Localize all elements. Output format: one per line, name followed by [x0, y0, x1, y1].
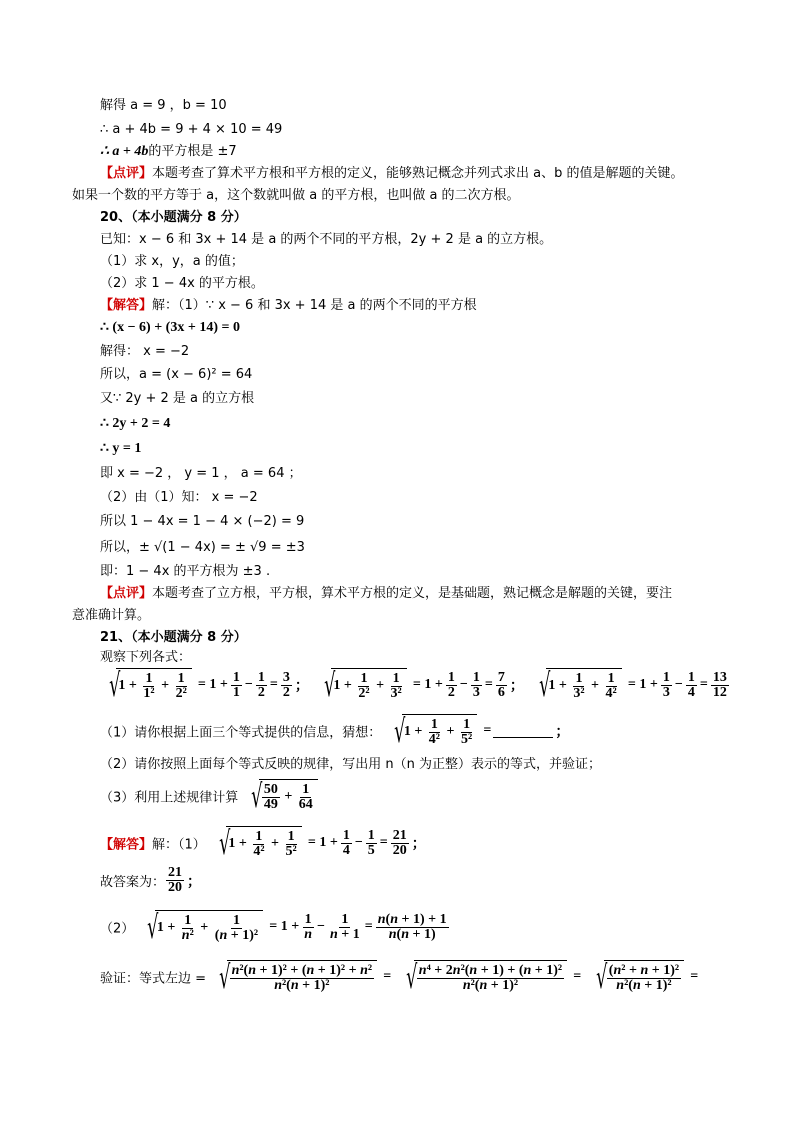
solve-line: 解得 a = 9 ，b = 10 — [100, 98, 227, 113]
q21-part3: （3）利用上述规律计算 √ $\frac{50}{49}$ + $\frac{1}{64}$ — [100, 779, 318, 813]
root-line — [100, 143, 237, 161]
question-21-heading: 21、（本小题满分 8 分） — [100, 630, 247, 645]
comment-tag: 【点评】 — [100, 166, 153, 181]
observed-equations: √ 1 + $\frac{1}{\text{1²}}$ + $\frac{1}{\text{2²}}$ = 1 + $\frac{1}{1}$ − $\frac{1}{2}$ = $\frac{3}{2}$ ； √ 1 + $\frac{1}{\text{2²}}$ + $\frac{1}{\text{3²}}$ = 1 + $\frac{1}{2}$ − $\frac{1}{3}$ = $\frac{7}{6}$ ； √ 1 + $\frac{1}{\text{3²}}$ + $\frac{1}{\text{4²}}$ = 1 + $\frac{1}{3}$ − $\frac{1}{4}$ = $\frac{13}{12}$ — [109, 666, 727, 704]
text: （1）请你根据上面三个等式提供的信息，猜想： — [100, 725, 382, 741]
expr: ∴ a + 4b — [100, 144, 149, 159]
comment-tag: 【点评】 — [100, 586, 153, 601]
question-20-heading: 20、（本小题满分 8 分） — [100, 210, 247, 225]
step: 即：1 − 4x 的平方根为 ±3 . — [100, 564, 271, 579]
sum-line: ∴ a + 4b = 9 + 4 × 10 = 49 — [100, 122, 283, 137]
answer-20 — [100, 297, 477, 315]
answer-21-part2: （2） √ 1 + $\frac{1}{\text{n²}}$ + $\frac{1}{\text{(n + 1)²}}$ = 1 + $\frac{1}{n}$ − $\frac{1}{n + 1}$ = $\frac{n(n + 1) + 1}{n(n + 1)}$ — [100, 908, 447, 946]
step: （2）由（1）知： x = −2 — [100, 490, 258, 505]
verification: 验证：等式左边 = √ $\frac{\text{n²(n + 1)² + (n + 1)² + n²}}{\text{n²(n + 1)²}}$ = √ $\frac{\text{n⁴ + 2n²(n + 1) + (n + 1)²}}{\text{n²(n + 1)²}}$ = √ $\frac{\text{(n² + n + 1)²}}{\text{n²(n + 1)²}}$ = — [100, 958, 699, 996]
comment-text: 本题考查了立方根，平方根，算术平方根的定义，是基础题，熟记概念是解题的关键，要注 — [152, 586, 673, 601]
q21-observe: 观察下列各式： — [100, 650, 192, 665]
comment-1 — [100, 165, 684, 183]
answer-21-final: 故答案为： $\frac{21}{20}$ ； — [100, 865, 202, 895]
step: ∴ 2y + 2 = 4 — [100, 416, 171, 431]
text: 验证：等式左边 = — [100, 971, 207, 987]
q20-part1: （1）求 x，y，a 的值； — [100, 254, 244, 269]
step: ∴ (x − 6) + (3x + 14) = 0 — [100, 320, 240, 335]
q21-part1: （1）请你根据上面三个等式提供的信息，猜想： √ 1 + $\frac{1}{\text{4²}}$ + $\frac{1}{\text{5²}}$ = ； — [100, 712, 570, 750]
answer-21-part1: 【解答】解：（1） √ 1 + $\frac{1}{\text{4²}}$ + $\frac{1}{\text{5²}}$ = 1 + $\frac{1}{4}$ − $\frac{1}{5}$ = $\frac{21}{20}$ ； — [100, 824, 426, 862]
comment-2-cont: 意准确计算。 — [72, 608, 151, 623]
text: （2） — [100, 921, 135, 937]
text: 的平方根是 ±7 — [148, 144, 237, 159]
answer-tag: 【解答】 — [100, 298, 153, 313]
step: 所以，a = (x − 6)² = 64 — [100, 367, 253, 382]
step: ∴ y = 1 — [100, 441, 142, 456]
step: 即 x = −2 ， y = 1 ， a = 64 ； — [100, 466, 302, 481]
answer-text: 解：（1）∵ x − 6 和 3x + 14 是 a 的两个不同的平方根 — [152, 298, 477, 313]
step: 所以 1 − 4x = 1 − 4 × (−2) = 9 — [100, 514, 305, 529]
step: 又∵ 2y + 2 是 a 的立方根 — [100, 391, 255, 406]
text: 解：（1） — [152, 837, 206, 853]
answer-tag: 【解答】 — [100, 837, 153, 853]
q20-given: 已知：x − 6 和 3x + 14 是 a 的两个不同的平方根，2y + 2 是 a 的立方根。 — [100, 232, 553, 247]
step: 解得： x = −2 — [100, 344, 190, 359]
comment-1-cont: 如果一个数的平方等于 a，这个数就叫做 a 的平方根，也叫做 a 的二次方根。 — [72, 188, 520, 203]
step: 所以，± √(1 − 4x) = ± √9 = ±3 — [100, 540, 305, 555]
text: 故答案为： — [100, 875, 166, 890]
comment-2 — [100, 585, 672, 603]
answer-blank[interactable] — [493, 725, 553, 738]
text: （3）利用上述规律计算 — [100, 790, 239, 806]
comment-text: 本题考查了算术平方根和平方根的定义，能够熟记概念并列式求出 a、b 的值是解题的关键。 — [152, 166, 684, 181]
q20-part2: （2）求 1 − 4x 的平方根。 — [100, 276, 264, 291]
q21-part2: （2）请你按照上面每个等式反映的规律，写出用 n（n 为正整）表示的等式，并验证； — [100, 757, 602, 772]
